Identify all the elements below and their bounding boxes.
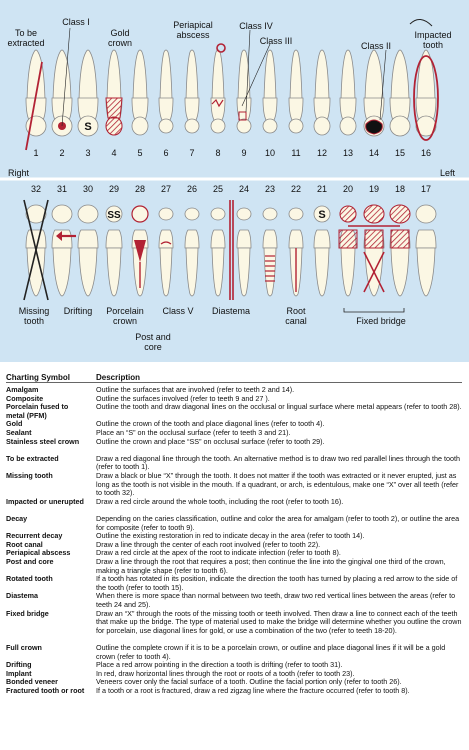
abscess-circle — [217, 44, 225, 52]
tooth-occlusal — [52, 205, 72, 223]
tooth-root — [315, 248, 329, 296]
tooth-root — [79, 248, 97, 296]
tooth-root — [341, 50, 355, 100]
label-porcelain-crown: Porcelain crown — [106, 306, 144, 326]
tooth-occlusal — [159, 208, 173, 220]
label-drifting: Drifting — [63, 306, 93, 316]
symbol-cell: Fractured tooth or root — [6, 686, 85, 695]
description-cell: Outline the tooth and draw diagonal lines on the occlusal or lingual surface where metal appears (refer to tooth 28). — [96, 402, 462, 412]
label-fixed-bridge: Fixed bridge — [356, 316, 406, 326]
tooth-root — [79, 50, 97, 100]
tooth-number-5: 5 — [137, 148, 143, 158]
description-cell: Draw a line through the root that requires a post; then continue the line into the gingival one third of the crown, making a triangle shape (refer to tooth 6). — [96, 557, 446, 575]
side-left-label: Left — [440, 168, 456, 178]
tooth-crown — [185, 98, 199, 120]
tooth-occlusal — [237, 208, 251, 220]
tooth-number-21: 21 — [316, 184, 327, 194]
description-cell: Depending on the caries classification, outline and color the area for amalgam (refer to tooth 2), or outline the area for composite (refer to tooth 9). — [96, 514, 460, 532]
label-class-iii: Class III — [259, 36, 293, 46]
label-class-ii: Class II — [360, 41, 391, 51]
tooth-number-23: 23 — [264, 184, 275, 194]
tooth-root — [107, 50, 121, 100]
description-cell: If a tooth has rotated in its position, indicate the direction the tooth has turned by placing a red arrow to the side of the tooth (refer to tooth 15). — [96, 574, 458, 592]
tooth-occlusal — [340, 117, 356, 135]
tooth-number-25: 25 — [212, 184, 223, 194]
tooth-root — [417, 248, 435, 296]
tooth-root — [391, 248, 409, 296]
description-cell: Draw a red circle around the whole tooth, including the root (refer to tooth 16). — [96, 496, 344, 506]
tooth-crown — [106, 230, 122, 248]
tooth-number-22: 22 — [290, 184, 301, 194]
tooth-number-3: 3 — [85, 148, 91, 158]
symbol-cell: Root canal — [6, 539, 43, 549]
symbol-cell: Fixed bridge — [6, 608, 49, 618]
tooth-number-1: 1 — [33, 148, 39, 158]
tooth-chart — [0, 0, 469, 362]
tooth-root — [212, 248, 224, 296]
tooth-crown — [211, 98, 225, 120]
tooth-occlusal — [289, 119, 303, 133]
tooth-root — [133, 50, 147, 100]
symbol-cell: Diastema — [6, 591, 38, 601]
tooth-occlusal — [314, 117, 330, 135]
tooth-root — [290, 50, 302, 100]
lower-tooth-26 — [185, 208, 199, 296]
tooth-root — [238, 248, 250, 296]
tooth-occlusal — [159, 119, 173, 133]
gold-crown-occlusal — [106, 117, 122, 135]
tooth-crown — [26, 230, 46, 248]
description-cell: Draw a red diagonal line through the tooth. An alternative method is to draw two red parallel lines through the tooth (refer to tooth 1). — [96, 453, 460, 472]
label-class-v: Class V — [162, 306, 194, 316]
tooth-root — [341, 248, 355, 296]
tooth-root — [160, 248, 172, 296]
tooth-number-31: 31 — [56, 184, 67, 194]
tooth-root — [391, 50, 409, 100]
tooth-number-16: 16 — [420, 148, 431, 158]
upper-tooth-5 — [132, 50, 148, 135]
side-right-label: Right — [8, 168, 30, 178]
tooth-occlusal — [185, 119, 199, 133]
tooth-number-17: 17 — [420, 184, 431, 194]
symbol-cell: Porcelain fused to metal (PFM) — [6, 402, 69, 420]
tooth-crown — [159, 230, 173, 248]
upper-tooth-10 — [263, 50, 277, 133]
tooth-number-2: 2 — [59, 148, 65, 158]
tooth-crown — [289, 98, 303, 120]
stainless-mark: SS — [107, 210, 121, 221]
lower-tooth-30 — [78, 205, 98, 296]
symbol-cell: Rotated tooth — [6, 574, 53, 584]
tooth-occlusal — [263, 208, 277, 220]
tooth-root — [186, 50, 198, 100]
tooth-number-30: 30 — [82, 184, 93, 194]
tooth-number-15: 15 — [394, 148, 405, 158]
tooth-number-7: 7 — [189, 148, 195, 158]
label-class-i: Class I — [62, 17, 90, 27]
description-cell: In red, draw horizontal lines through the root or roots of a tooth (refer to tooth 23). — [96, 668, 355, 678]
symbol-cell: Decay — [6, 514, 28, 523]
tooth-number-29: 29 — [108, 184, 119, 194]
tooth-crown — [289, 230, 303, 248]
rotated-arrow — [410, 19, 432, 26]
tooth-number-19: 19 — [368, 184, 379, 194]
description-cell: Place a red arrow pointing in the direction a tooth is drifting (refer to tooth 31). — [96, 660, 343, 670]
tooth-occlusal — [263, 119, 277, 133]
symbol-cell: Sealant — [6, 428, 32, 437]
tooth-root — [315, 50, 329, 100]
tooth-crown — [185, 230, 199, 248]
header-description: Description — [96, 373, 141, 382]
tooth-occlusal — [289, 208, 303, 220]
tooth-number-11: 11 — [291, 148, 301, 158]
tooth-root — [160, 50, 172, 100]
recurrent-decay-fill — [366, 120, 383, 134]
lower-tooth-31 — [52, 205, 72, 296]
tooth-number-12: 12 — [316, 148, 327, 158]
sealant-mark-21: S — [318, 209, 326, 221]
label-periapical-abscess: Periapical abscess — [173, 20, 213, 40]
tooth-root — [365, 50, 383, 100]
description-cell: Outline the crown of the tooth and place diagonal lines (refer to tooth 4). — [96, 419, 325, 429]
symbol-cell: Composite — [6, 393, 44, 403]
label-post-and-core: Post and core — [135, 332, 171, 352]
bridge-crown-occlusal — [364, 205, 384, 223]
bridge-crown-occlusal — [340, 206, 356, 222]
symbol-cell: Periapical abscess — [6, 548, 71, 558]
label-to-be-extracted: To be extracted — [7, 28, 45, 48]
tooth-root — [27, 248, 45, 296]
tooth-occlusal — [237, 119, 251, 133]
header-charting-symbol: Charting Symbol — [6, 373, 71, 382]
description-cell: Place an “S” on the occlusal surface (refer to teeth 3 and 21). — [96, 428, 291, 437]
tooth-occlusal — [416, 205, 436, 223]
bridge-crown-occlusal — [390, 205, 410, 223]
tooth-number-18: 18 — [394, 184, 405, 194]
description-cell: Outline the existing restoration in red to indicate decay in the area (refer to tooth 14). — [96, 531, 365, 541]
symbol-cell: Stainless steel crown — [6, 436, 80, 446]
bridge-crown-facial — [365, 230, 383, 248]
description-cell: Outline the surfaces involved (refer to teeth 9 and 27 ). — [96, 393, 270, 403]
symbol-cell: Bonded veneer — [6, 677, 58, 687]
tooth-root — [107, 248, 121, 296]
description-cell: Outline the surfaces that are involved (refer to teeth 2 and 14). — [96, 385, 295, 394]
tooth-number-10: 10 — [264, 148, 275, 158]
upper-tooth-12 — [314, 50, 330, 135]
symbol-cell: Implant — [6, 668, 32, 678]
description-cell: Veneers cover only the facial surface of a tooth. Outline the facial portion only (refer to tooth 26). — [96, 677, 402, 687]
lower-tooth-25 — [211, 208, 225, 296]
bridge-bracket — [344, 308, 404, 312]
label-missing-tooth: Missing tooth — [18, 306, 50, 326]
upper-tooth-11 — [289, 50, 303, 133]
upper-tooth-9 — [237, 50, 251, 133]
description-cell: Draw an “X” through the roots of the missing tooth or teeth involved. Then draw a line to connect each of the teeth that make up the bridge. The type of material used to make the bridge will determine whether you outline the crown for porcelain, use diagonal lines for gold, or use a combination of the two (refer to teeth 18-20). — [96, 608, 462, 635]
tooth-root — [186, 248, 198, 296]
symbol-cell: Drifting — [6, 660, 32, 670]
tooth-number-6: 6 — [163, 148, 169, 158]
tooth-occlusal — [390, 116, 410, 136]
tooth-root — [264, 50, 276, 100]
tooth-crown — [416, 230, 436, 248]
lower-tooth-17 — [416, 205, 436, 296]
tooth-occlusal — [132, 117, 148, 135]
symbol-cell: Full crown — [6, 643, 42, 652]
upper-tooth-15 — [390, 50, 410, 136]
tooth-root — [53, 50, 71, 100]
tooth-number-26: 26 — [186, 184, 197, 194]
tooth-number-4: 4 — [111, 148, 117, 158]
tooth-number-13: 13 — [342, 148, 353, 158]
label-gold-crown: Gold crown — [107, 28, 132, 48]
tooth-root — [417, 50, 435, 100]
description-cell: Draw a black or blue “X” through the tooth. It does not matter if the tooth was extracted or it never erupted, just as long as the tooth is not visible in the mouth. If a quadrant, or arch, is edentulous, make one “X” over all teeth (refer to tooth 32). — [96, 471, 459, 498]
tooth-root — [212, 50, 224, 100]
tooth-number-28: 28 — [134, 184, 145, 194]
symbol-cell: Impacted or unerupted — [6, 496, 84, 506]
lower-tooth-24 — [237, 208, 251, 296]
sealant-mark: S — [84, 121, 92, 133]
upper-tooth-7 — [185, 50, 199, 133]
symbol-cell: Gold — [6, 419, 23, 429]
symbol-cell: Recurrent decay — [6, 531, 63, 541]
tooth-crown — [237, 230, 251, 248]
symbol-cell: Amalgam — [6, 385, 39, 394]
tooth-number-27: 27 — [160, 184, 171, 194]
lower-tooth-27 — [159, 208, 173, 296]
label-diastema: Diastema — [211, 306, 250, 316]
tooth-crown — [211, 230, 225, 248]
tooth-occlusal — [211, 119, 225, 133]
symbol-cell: To be extracted — [6, 453, 59, 463]
bridge-crown-facial — [391, 230, 409, 248]
description-cell: Draw a red circle at the apex of the root to indicate infection (refer to tooth 8). — [96, 548, 341, 558]
tooth-number-32: 32 — [30, 184, 41, 194]
tooth-crown — [159, 98, 173, 120]
description-cell: Outline the complete crown if it is to be a porcelain crown, or outline and place diagonal lines if it will be a gold crown (refer to tooth 4). — [96, 643, 446, 661]
tooth-number-14: 14 — [368, 148, 379, 158]
tooth-crown — [263, 230, 277, 248]
symbol-cell: Post and core — [6, 557, 54, 566]
tooth-number-9: 9 — [241, 148, 247, 158]
tooth-root — [264, 248, 276, 296]
label-root-canal: Root canal — [285, 306, 307, 326]
tooth-occlusal — [78, 205, 98, 223]
upper-tooth-6 — [159, 50, 173, 133]
gold-crown-facial — [106, 98, 122, 118]
tooth-root — [53, 248, 71, 296]
tooth-crown — [263, 98, 277, 120]
symbol-cell: Missing tooth — [6, 471, 53, 480]
tooth-occlusal — [211, 208, 225, 220]
header-divider — [6, 382, 462, 383]
bridge-crown-facial — [339, 230, 357, 248]
charting-symbol-table — [0, 368, 469, 750]
tooth-crown — [78, 230, 98, 248]
upper-tooth-8 — [211, 50, 225, 133]
lower-tooth-23 — [263, 208, 277, 296]
tooth-number-20: 20 — [342, 184, 353, 194]
upper-tooth-13 — [340, 50, 356, 135]
tooth-crown — [314, 230, 330, 248]
description-cell: When there is more space than normal between two teeth, draw two red vertical lines between the areas (refer to teeth 24 and 25). — [96, 591, 456, 609]
description-cell: Draw a line through the center of each root involved (refer to tooth 22). — [96, 539, 321, 549]
description-cell: If a tooth or a root is fractured, draw a red zigzag line where the fracture occurred (refer to tooth 8). — [96, 686, 410, 695]
label-impacted-tooth: Impacted tooth — [414, 30, 452, 50]
tooth-number-8: 8 — [215, 148, 221, 158]
label-class-iv: Class IV — [239, 21, 273, 31]
tooth-occlusal — [185, 208, 199, 220]
tooth-number-24: 24 — [238, 184, 249, 194]
description-cell: Outline the crown and place “SS” on occlusal surface (refer to tooth 29). — [96, 436, 325, 446]
